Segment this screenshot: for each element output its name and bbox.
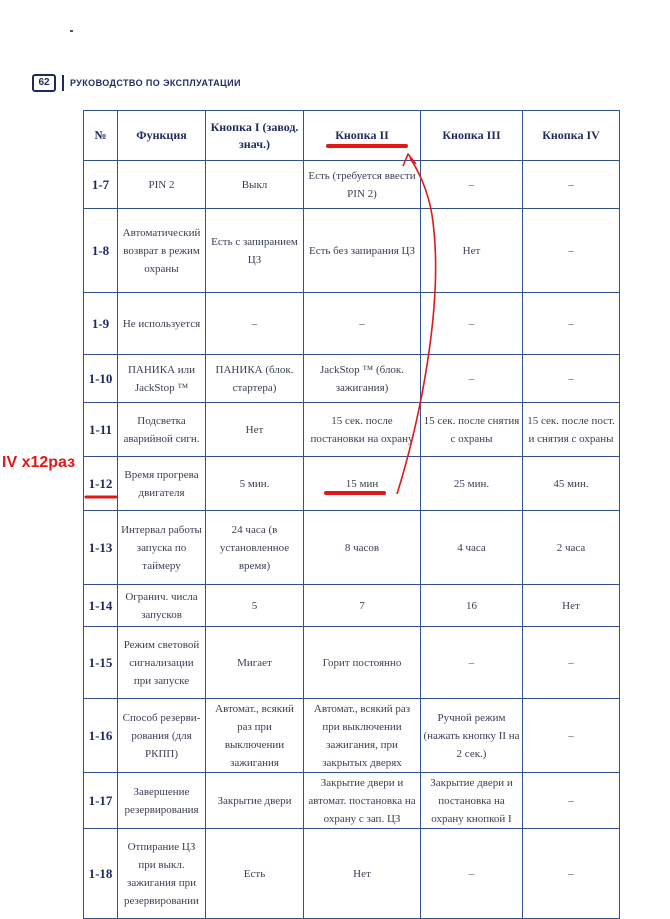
row-number: 1-11 — [84, 403, 118, 457]
row-button-4: – — [523, 355, 620, 403]
row-function: Не используется — [118, 293, 206, 355]
row-button-2: 15 сек. после постановки на охрану — [304, 403, 421, 457]
row-function: Способ резерви-рования (для РКПП) — [118, 699, 206, 773]
row-button-1: Есть — [206, 829, 304, 919]
table-row — [84, 511, 620, 585]
row-button-3: – — [421, 355, 523, 403]
row-button-4: 45 мин. — [523, 457, 620, 511]
row-button-2: Закрытие двери и автомат. постановка на охрану с зап. ЦЗ — [304, 773, 421, 829]
row-function: Время прогрева двигателя — [118, 457, 206, 511]
row-button-3: Закрытие двери и постановка на охрану кнопкой I — [421, 773, 523, 829]
row-function: Интервал работы запуска по таймеру — [118, 511, 206, 585]
row-button-3: – — [421, 829, 523, 919]
row-button-2: Автомат., всякий раз при выключении зажигания, при закрытых дверях — [304, 699, 421, 773]
table-row — [84, 699, 620, 773]
row-button-2: Нет — [304, 829, 421, 919]
row-button-1: 5 мин. — [206, 457, 304, 511]
row-button-4: – — [523, 829, 620, 919]
header-divider — [62, 75, 64, 91]
row-button-4: – — [523, 627, 620, 699]
row-button-3: 25 мин. — [421, 457, 523, 511]
table-row — [84, 293, 620, 355]
table-row — [84, 209, 620, 293]
header-button-4: Кнопка IV — [523, 111, 620, 161]
row-number: 1-8 — [84, 209, 118, 293]
row-button-3: 4 часа — [421, 511, 523, 585]
stray-mark — [70, 30, 73, 32]
row-button-3: 16 — [421, 585, 523, 627]
header-function: Функция — [118, 111, 206, 161]
row-number: 1-17 — [84, 773, 118, 829]
row-number: 1-12 — [84, 457, 118, 511]
row-button-4: – — [523, 209, 620, 293]
row-number: 1-9 — [84, 293, 118, 355]
row-function: PIN 2 — [118, 161, 206, 209]
row-button-1: Автомат., всякий раз при выключении зажигания — [206, 699, 304, 773]
settings-table — [83, 110, 620, 919]
row-function: ПАНИКА или JackStop ™ — [118, 355, 206, 403]
row-button-3: – — [421, 161, 523, 209]
row-function: Отпирание ЦЗ при выкл. зажигания при резервировании — [118, 829, 206, 919]
row-button-4: – — [523, 161, 620, 209]
row-number: 1-18 — [84, 829, 118, 919]
page-header — [32, 74, 241, 92]
row-button-4: 2 часа — [523, 511, 620, 585]
row-button-4: – — [523, 773, 620, 829]
header-num: № — [84, 111, 118, 161]
row-button-3: 15 сек. после снятия с охраны — [421, 403, 523, 457]
row-button-1: Закрытие двери — [206, 773, 304, 829]
table-row — [84, 457, 620, 511]
row-number: 1-7 — [84, 161, 118, 209]
row-button-2: JackStop ™ (блок. зажигания) — [304, 355, 421, 403]
row-button-1: Есть с запиранием ЦЗ — [206, 209, 304, 293]
row-button-2: Есть без запирания ЦЗ — [304, 209, 421, 293]
row-button-3: Нет — [421, 209, 523, 293]
row-button-2: 15 мин — [304, 457, 421, 511]
page-number: 62 — [32, 74, 56, 92]
table-header-row — [84, 111, 620, 161]
row-button-3: Ручной режим (нажать кнопку II на 2 сек.) — [421, 699, 523, 773]
row-number: 1-15 — [84, 627, 118, 699]
row-button-1: 5 — [206, 585, 304, 627]
annotation-text: IV x12раз — [2, 454, 76, 471]
row-function: Подсветка аварийной сигн. — [118, 403, 206, 457]
table-row — [84, 627, 620, 699]
row-number: 1-14 — [84, 585, 118, 627]
row-number: 1-10 — [84, 355, 118, 403]
row-button-1: Нет — [206, 403, 304, 457]
row-button-4: Нет — [523, 585, 620, 627]
table-row — [84, 585, 620, 627]
row-button-1: Выкл — [206, 161, 304, 209]
row-function: Автоматический возврат в режим охраны — [118, 209, 206, 293]
table-row — [84, 403, 620, 457]
row-button-1: ПАНИКА (блок. стартера) — [206, 355, 304, 403]
row-button-1: Мигает — [206, 627, 304, 699]
row-button-2: Горит постоянно — [304, 627, 421, 699]
table-row — [84, 829, 620, 919]
row-button-4: – — [523, 293, 620, 355]
row-button-1: 24 часа (в установленное время) — [206, 511, 304, 585]
row-button-3: – — [421, 293, 523, 355]
row-number: 1-16 — [84, 699, 118, 773]
header-button-2: Кнопка II — [304, 111, 421, 161]
header-button-3: Кнопка III — [421, 111, 523, 161]
header-button-1: Кнопка I (завод. знач.) — [206, 111, 304, 161]
row-function: Огранич. числа запусков — [118, 585, 206, 627]
table-row — [84, 773, 620, 829]
table-row — [84, 161, 620, 209]
row-button-4: – — [523, 699, 620, 773]
row-function: Режим световой сигнализации при запуске — [118, 627, 206, 699]
row-button-2: 7 — [304, 585, 421, 627]
row-button-2: Есть (требуется ввести PIN 2) — [304, 161, 421, 209]
row-button-4: 15 сек. после пост. и снятия с охраны — [523, 403, 620, 457]
row-number: 1-13 — [84, 511, 118, 585]
table-row — [84, 355, 620, 403]
row-button-3: – — [421, 627, 523, 699]
row-button-1: – — [206, 293, 304, 355]
row-function: Завершение резервирования — [118, 773, 206, 829]
row-button-2: 8 часов — [304, 511, 421, 585]
row-button-2: – — [304, 293, 421, 355]
page-title: РУКОВОДСТВО ПО ЭКСПЛУАТАЦИИ — [70, 78, 241, 88]
